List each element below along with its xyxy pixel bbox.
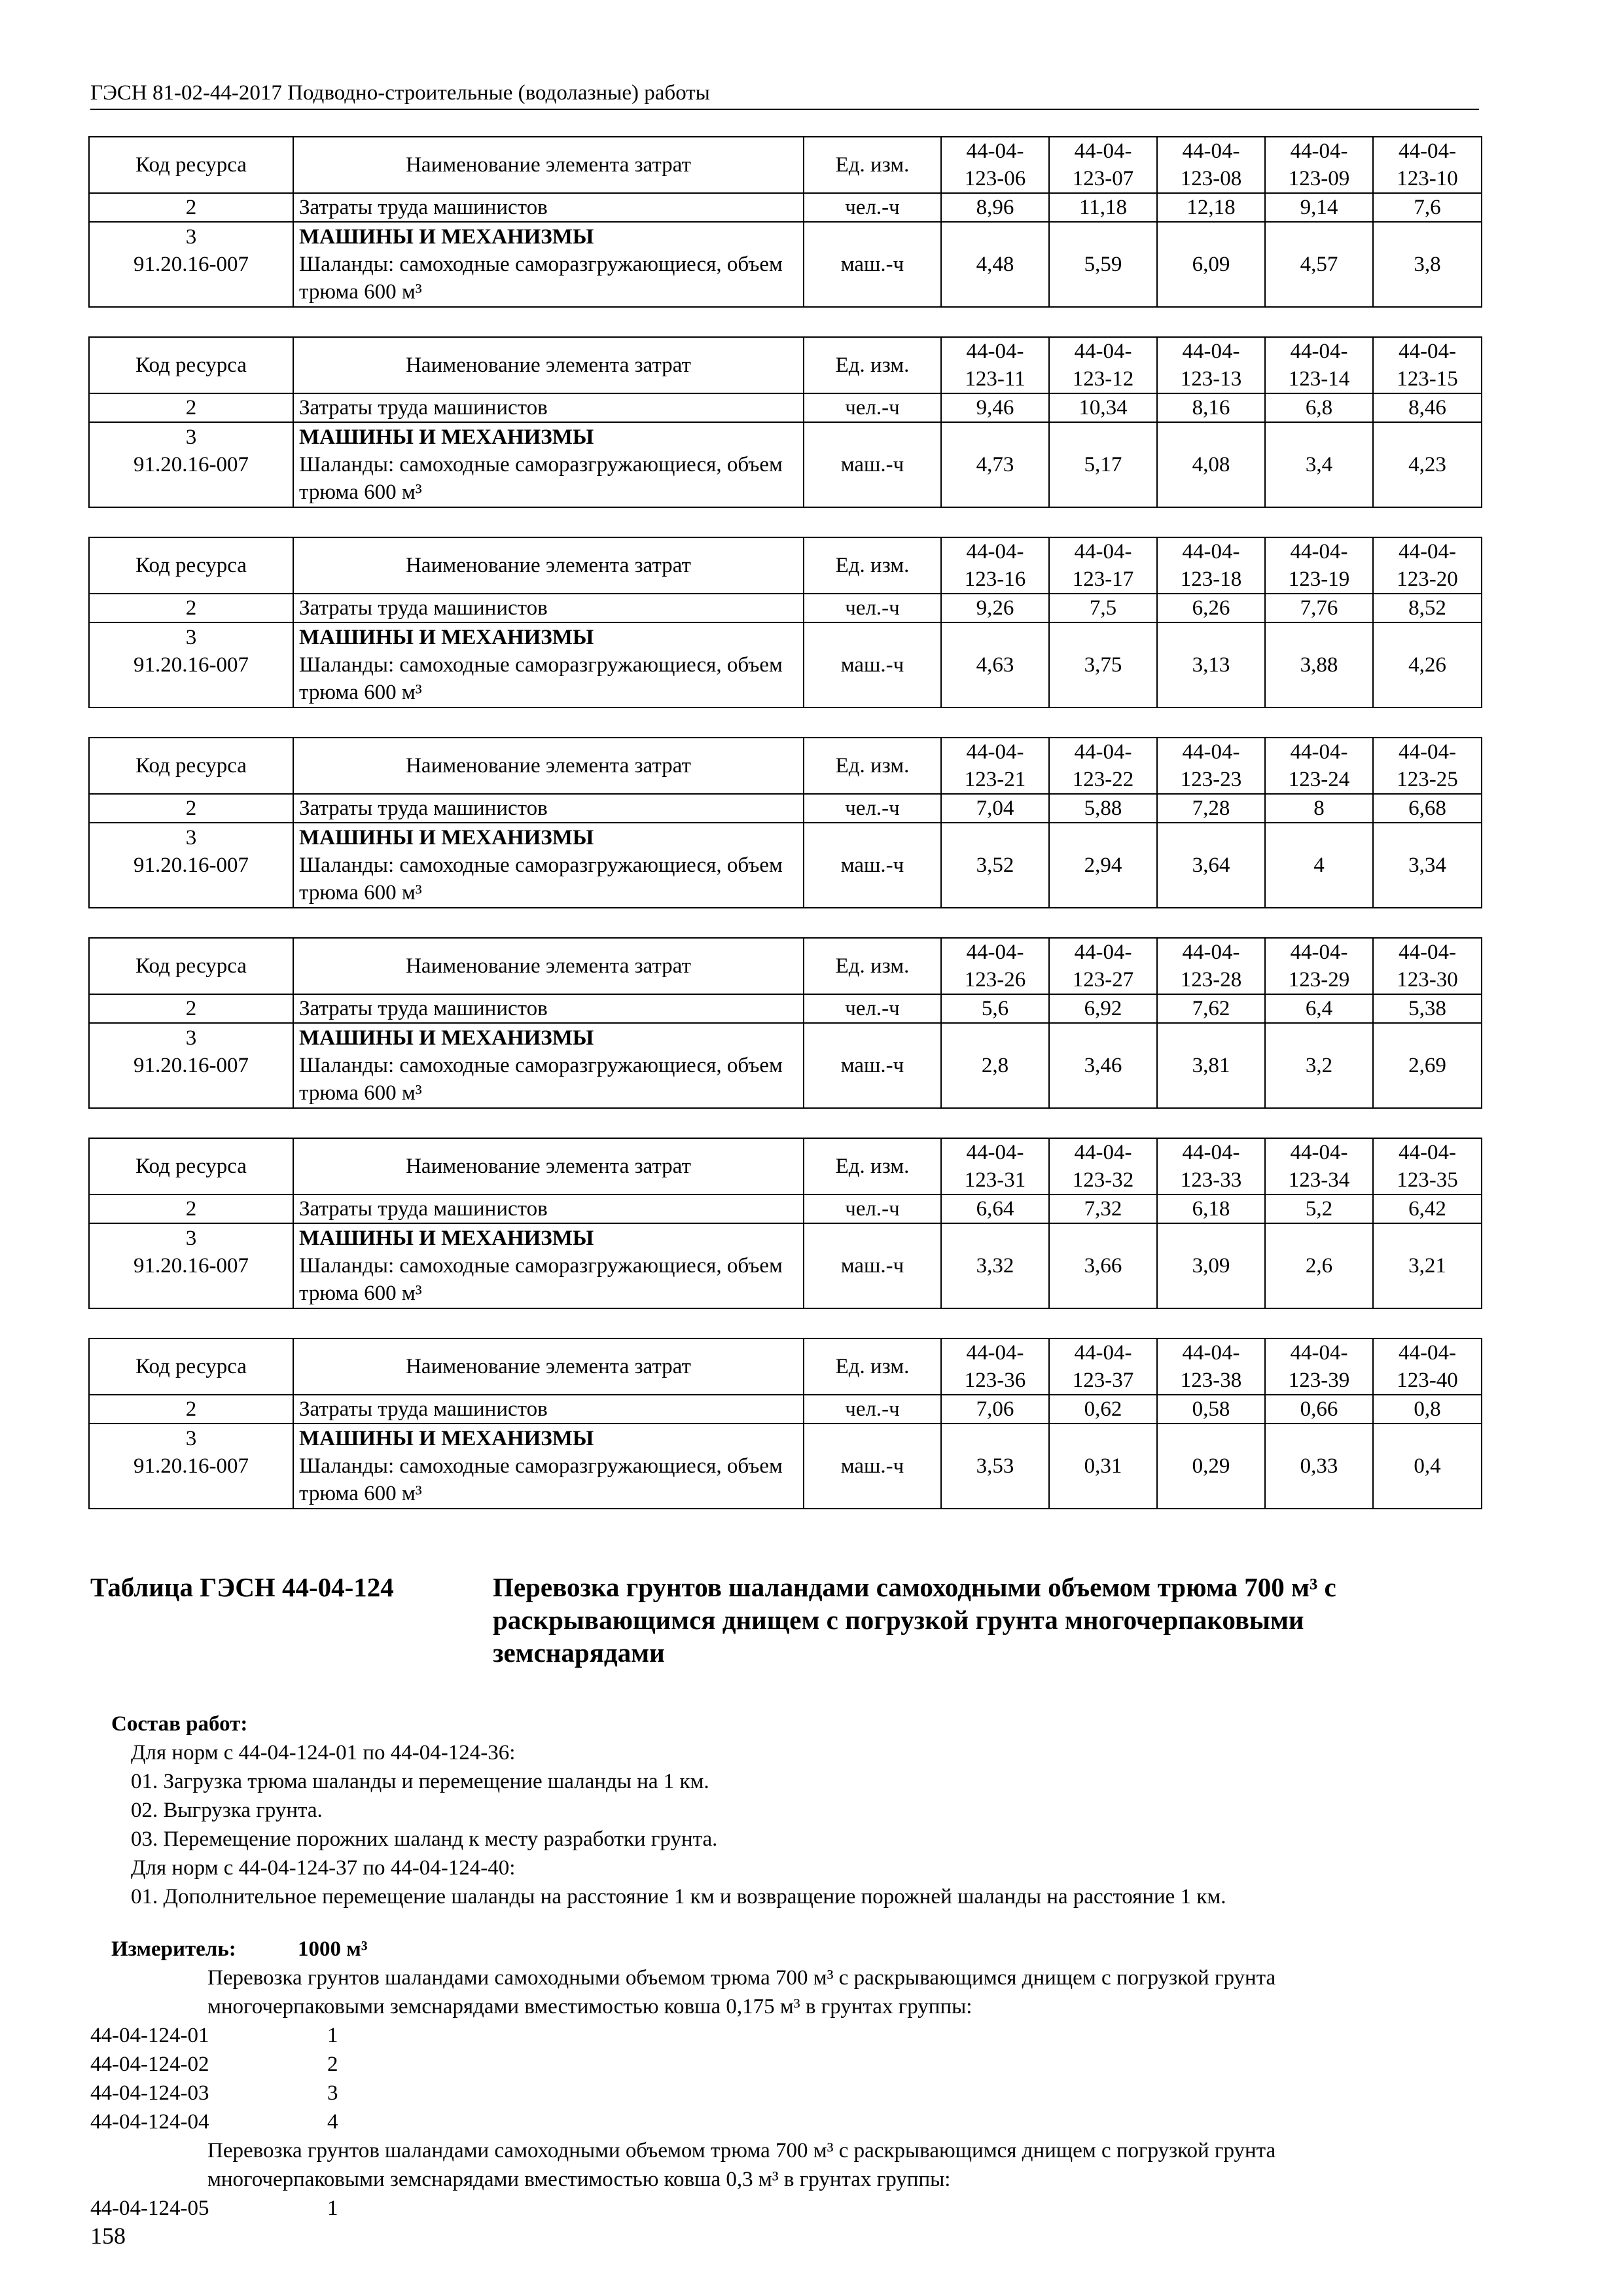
machine-name: Шаланды: самоходные саморазгружающиеся, объем трюма 600 м³ (299, 253, 783, 304)
header-unit: Ед. изм. (804, 1138, 941, 1194)
value-cell: 8,52 (1373, 594, 1482, 622)
header-norm-code: 44-04-123-17 (1049, 537, 1157, 594)
value-cell: 7,76 (1265, 594, 1373, 622)
resource-name (293, 823, 804, 908)
header-unit: Ед. изм. (804, 137, 941, 193)
resource-code: 2 (89, 393, 293, 422)
resource-code: 2 (89, 1194, 293, 1223)
resource-unit: чел.-ч (804, 794, 941, 823)
value-cell: 2,94 (1049, 823, 1157, 908)
value-cell: 0,66 (1265, 1395, 1373, 1424)
works-line: Для норм с 44-04-124-01 по 44-04-124-36: (131, 1741, 516, 1765)
resource-name: Затраты труда машинистов (293, 193, 804, 222)
resource-unit: маш.-ч (804, 1223, 941, 1308)
resource-name (293, 422, 804, 507)
norm-group: 4 (327, 2110, 338, 2134)
resource-name (293, 1424, 804, 1509)
norm-group: 3 (327, 2081, 338, 2105)
value-cell: 3,4 (1265, 422, 1373, 507)
value-cell: 6,8 (1265, 393, 1373, 422)
header-code: Код ресурса (89, 337, 293, 393)
value-cell: 3,64 (1157, 823, 1265, 908)
header-norm-code: 44-04-123-13 (1157, 337, 1265, 393)
resource-code: 2 (89, 193, 293, 222)
norm-code: 44-04-124-01 (90, 2024, 209, 2047)
norm-description: Перевозка грунтов шаландами самоходными объемом трюма 700 м³ с раскрывающимся днищем с погрузкой грунта многочерпаковыми земснарядами вместимостью ковша 0,175 м³ в грунтах группы: (207, 1966, 1276, 2018)
table-row (89, 622, 1482, 708)
norm-code: 44-04-124-05 (90, 2197, 209, 2220)
value-cell: 8,96 (941, 193, 1049, 222)
header-norm-code: 44-04-123-28 (1157, 938, 1265, 994)
table-header-row (89, 337, 1482, 393)
value-cell: 3,32 (941, 1223, 1049, 1308)
resource-code (89, 622, 293, 708)
table-row (89, 222, 1482, 307)
value-cell: 7,28 (1157, 794, 1265, 823)
header-norm-code: 44-04-123-19 (1265, 537, 1373, 594)
resource-table (88, 1138, 1482, 1309)
header-norm-code: 44-04-123-23 (1157, 738, 1265, 794)
value-cell: 6,42 (1373, 1194, 1482, 1223)
table-title-name: Перевозка грунтов шаландами самоходными объемом трюма 700 м³ с раскрывающимся днищем с погрузкой грунта многочерпаковыми земснарядами (493, 1572, 1336, 1668)
value-cell: 7,5 (1049, 594, 1157, 622)
value-cell: 0,8 (1373, 1395, 1482, 1424)
meter-label: Измеритель: (111, 1937, 236, 1961)
value-cell: 7,06 (941, 1395, 1049, 1424)
group-code: 3 (185, 826, 197, 850)
table-row (89, 1395, 1482, 1424)
page-number: 158 (90, 2223, 126, 2249)
value-cell: 8,16 (1157, 393, 1265, 422)
resource-unit: чел.-ч (804, 193, 941, 222)
machines-heading: МАШИНЫ И МЕХАНИЗМЫ (299, 425, 594, 449)
header-norm-code: 44-04-123-25 (1373, 738, 1482, 794)
works-line: 03. Перемещение порожних шаланд к месту разработки грунта. (131, 1827, 718, 1851)
header-norm-code: 44-04-123-18 (1157, 537, 1265, 594)
value-cell: 3,13 (1157, 622, 1265, 708)
machines-heading: МАШИНЫ И МЕХАНИЗМЫ (299, 1427, 594, 1450)
header-norm-code: 44-04-123-24 (1265, 738, 1373, 794)
table-header-row (89, 738, 1482, 794)
value-cell: 4,26 (1373, 622, 1482, 708)
resource-code (89, 1223, 293, 1308)
header-name: Наименование элемента затрат (293, 738, 804, 794)
table-row (89, 594, 1482, 622)
table-title-code: Таблица ГЭСН 44-04-124 (90, 1572, 394, 1602)
value-cell: 7,6 (1373, 193, 1482, 222)
value-cell: 2,69 (1373, 1023, 1482, 1108)
value-cell: 5,2 (1265, 1194, 1373, 1223)
machine-name: Шаланды: самоходные саморазгружающиеся, объем трюма 600 м³ (299, 1254, 783, 1305)
header-norm-code: 44-04-123-35 (1373, 1138, 1482, 1194)
resource-unit: маш.-ч (804, 1424, 941, 1509)
resource-code: 2 (89, 794, 293, 823)
value-cell: 2,6 (1265, 1223, 1373, 1308)
header-code: Код ресурса (89, 137, 293, 193)
table-row (89, 1223, 1482, 1308)
resource-table (88, 1338, 1482, 1509)
machine-code: 91.20.16-007 (134, 653, 249, 677)
header-code: Код ресурса (89, 1338, 293, 1395)
resource-unit: чел.-ч (804, 393, 941, 422)
table-row (89, 422, 1482, 507)
header-norm-code: 44-04-123-34 (1265, 1138, 1373, 1194)
value-cell: 5,59 (1049, 222, 1157, 307)
machine-name: Шаланды: самоходные саморазгружающиеся, объем трюма 600 м³ (299, 853, 783, 905)
resource-name: Затраты труда машинистов (293, 794, 804, 823)
norm-code: 44-04-124-03 (90, 2081, 209, 2105)
header-code: Код ресурса (89, 938, 293, 994)
value-cell: 0,58 (1157, 1395, 1265, 1424)
table-row (89, 393, 1482, 422)
meter-unit: 1000 м³ (298, 1937, 368, 1961)
works-composition (90, 1710, 1479, 1911)
value-cell: 3,81 (1157, 1023, 1265, 1108)
header-norm-code: 44-04-123-22 (1049, 738, 1157, 794)
header-name: Наименование элемента затрат (293, 137, 804, 193)
resource-code (89, 823, 293, 908)
value-cell: 8 (1265, 794, 1373, 823)
group-code: 3 (185, 225, 197, 249)
value-cell: 7,04 (941, 794, 1049, 823)
resource-unit: чел.-ч (804, 1395, 941, 1424)
table-header-row (89, 537, 1482, 594)
header-norm-code: 44-04-123-29 (1265, 938, 1373, 994)
table-row (89, 994, 1482, 1023)
value-cell: 12,18 (1157, 193, 1265, 222)
value-cell: 0,62 (1049, 1395, 1157, 1424)
table-header-row (89, 1138, 1482, 1194)
header-norm-code: 44-04-123-21 (941, 738, 1049, 794)
norm-group: 1 (327, 2197, 338, 2220)
resource-table (88, 136, 1482, 308)
resource-unit: маш.-ч (804, 422, 941, 507)
resource-code (89, 422, 293, 507)
header-norm-code: 44-04-123-33 (1157, 1138, 1265, 1194)
header-norm-code: 44-04-123-06 (941, 137, 1049, 193)
table-header-row (89, 938, 1482, 994)
works-line: Для норм с 44-04-124-37 по 44-04-124-40: (131, 1856, 516, 1880)
value-cell: 0,29 (1157, 1424, 1265, 1509)
machines-heading: МАШИНЫ И МЕХАНИЗМЫ (299, 1026, 594, 1050)
value-cell: 0,33 (1265, 1424, 1373, 1509)
value-cell: 4,73 (941, 422, 1049, 507)
header-norm-code: 44-04-123-16 (941, 537, 1049, 594)
table-row (89, 794, 1482, 823)
machine-name: Шаланды: самоходные саморазгружающиеся, объем трюма 600 м³ (299, 653, 783, 704)
value-cell: 4 (1265, 823, 1373, 908)
value-cell: 9,14 (1265, 193, 1373, 222)
header-unit: Ед. изм. (804, 1338, 941, 1395)
resource-name (293, 622, 804, 708)
machine-code: 91.20.16-007 (134, 1254, 249, 1278)
resource-unit: маш.-ч (804, 622, 941, 708)
header-norm-code: 44-04-123-27 (1049, 938, 1157, 994)
value-cell: 0,4 (1373, 1424, 1482, 1509)
header-norm-code: 44-04-123-40 (1373, 1338, 1482, 1395)
value-cell: 6,4 (1265, 994, 1373, 1023)
works-line: 02. Выгрузка грунта. (131, 1799, 323, 1822)
value-cell: 5,38 (1373, 994, 1482, 1023)
header-code: Код ресурса (89, 537, 293, 594)
value-cell: 3,8 (1373, 222, 1482, 307)
resource-tables (88, 136, 1481, 1538)
value-cell: 3,34 (1373, 823, 1482, 908)
machine-code: 91.20.16-007 (134, 253, 249, 276)
value-cell: 0,31 (1049, 1424, 1157, 1509)
value-cell: 10,34 (1049, 393, 1157, 422)
table-row (89, 1023, 1482, 1108)
resource-code: 2 (89, 994, 293, 1023)
header-unit: Ед. изм. (804, 537, 941, 594)
header-norm-code: 44-04-123-11 (941, 337, 1049, 393)
resource-table (88, 737, 1482, 908)
table-header-row (89, 137, 1482, 193)
machines-heading: МАШИНЫ И МЕХАНИЗМЫ (299, 626, 594, 649)
header-norm-code: 44-04-123-10 (1373, 137, 1482, 193)
table-header-row (89, 1338, 1482, 1395)
value-cell: 6,92 (1049, 994, 1157, 1023)
value-cell: 6,26 (1157, 594, 1265, 622)
resource-name (293, 222, 804, 307)
group-code: 3 (185, 1026, 197, 1050)
value-cell: 6,64 (941, 1194, 1049, 1223)
norm-group: 1 (327, 2024, 338, 2047)
resource-unit: маш.-ч (804, 823, 941, 908)
resource-code (89, 1424, 293, 1509)
header-norm-code: 44-04-123-15 (1373, 337, 1482, 393)
header-norm-code: 44-04-123-14 (1265, 337, 1373, 393)
resource-code (89, 1023, 293, 1108)
resource-unit: чел.-ч (804, 994, 941, 1023)
value-cell: 8,46 (1373, 393, 1482, 422)
header-norm-code: 44-04-123-36 (941, 1338, 1049, 1395)
resource-table (88, 537, 1482, 708)
resource-name: Затраты труда машинистов (293, 994, 804, 1023)
value-cell: 7,62 (1157, 994, 1265, 1023)
machine-name: Шаланды: самоходные саморазгружающиеся, объем трюма 600 м³ (299, 453, 783, 504)
machines-heading: МАШИНЫ И МЕХАНИЗМЫ (299, 826, 594, 850)
resource-unit: маш.-ч (804, 1023, 941, 1108)
page-header: ГЭСН 81-02-44-2017 Подводно-строительные (водолазные) работы (90, 77, 1479, 110)
machine-name: Шаланды: самоходные саморазгружающиеся, объем трюма 600 м³ (299, 1054, 783, 1105)
works-heading: Состав работ: (111, 1712, 248, 1736)
value-cell: 3,21 (1373, 1223, 1482, 1308)
header-norm-code: 44-04-123-30 (1373, 938, 1482, 994)
machine-code: 91.20.16-007 (134, 853, 249, 877)
resource-table (88, 937, 1482, 1109)
header-norm-code: 44-04-123-37 (1049, 1338, 1157, 1395)
value-cell: 9,26 (941, 594, 1049, 622)
group-code: 3 (185, 1227, 197, 1250)
header-norm-code: 44-04-123-07 (1049, 137, 1157, 193)
resource-name: Затраты труда машинистов (293, 393, 804, 422)
table-row (89, 1424, 1482, 1509)
header-unit: Ед. изм. (804, 337, 941, 393)
value-cell: 9,46 (941, 393, 1049, 422)
header-name: Наименование элемента затрат (293, 1138, 804, 1194)
resource-name: Затраты труда машинистов (293, 1395, 804, 1424)
value-cell: 4,57 (1265, 222, 1373, 307)
value-cell: 3,53 (941, 1424, 1049, 1509)
group-code: 3 (185, 425, 197, 449)
group-code: 3 (185, 1427, 197, 1450)
value-cell: 7,32 (1049, 1194, 1157, 1223)
machine-code: 91.20.16-007 (134, 1054, 249, 1077)
header-unit: Ед. изм. (804, 938, 941, 994)
value-cell: 4,08 (1157, 422, 1265, 507)
resource-code: 2 (89, 594, 293, 622)
norm-group: 2 (327, 2053, 338, 2076)
header-norm-code: 44-04-123-09 (1265, 137, 1373, 193)
value-cell: 4,48 (941, 222, 1049, 307)
value-cell: 3,88 (1265, 622, 1373, 708)
header-code: Код ресурса (89, 738, 293, 794)
header-norm-code: 44-04-123-32 (1049, 1138, 1157, 1194)
norm-description: Перевозка грунтов шаландами самоходными объемом трюма 700 м³ с раскрывающимся днищем с погрузкой грунта многочерпаковыми земснарядами вместимостью ковша 0,3 м³ в грунтах группы: (207, 2139, 1276, 2191)
machine-code: 91.20.16-007 (134, 1454, 249, 1478)
header-name: Наименование элемента затрат (293, 1338, 804, 1395)
header-norm-code: 44-04-123-31 (941, 1138, 1049, 1194)
norm-code: 44-04-124-04 (90, 2110, 209, 2134)
resource-unit: чел.-ч (804, 1194, 941, 1223)
value-cell: 5,88 (1049, 794, 1157, 823)
value-cell: 6,18 (1157, 1194, 1265, 1223)
works-line: 01. Дополнительное перемещение шаланды на расстояние 1 км и возвращение порожней шаланды на расстояние 1 км. (131, 1885, 1226, 1909)
header-norm-code: 44-04-123-39 (1265, 1338, 1373, 1395)
table-row (89, 823, 1482, 908)
resource-unit: маш.-ч (804, 222, 941, 307)
header-norm-code: 44-04-123-08 (1157, 137, 1265, 193)
value-cell: 3,66 (1049, 1223, 1157, 1308)
value-cell: 5,17 (1049, 422, 1157, 507)
header-unit: Ед. изм. (804, 738, 941, 794)
value-cell: 3,2 (1265, 1023, 1373, 1108)
value-cell: 3,46 (1049, 1023, 1157, 1108)
header-norm-code: 44-04-123-12 (1049, 337, 1157, 393)
resource-code: 2 (89, 1395, 293, 1424)
value-cell: 3,75 (1049, 622, 1157, 708)
machines-heading: МАШИНЫ И МЕХАНИЗМЫ (299, 1227, 594, 1250)
machine-code: 91.20.16-007 (134, 453, 249, 476)
machine-name: Шаланды: самоходные саморазгружающиеся, объем трюма 600 м³ (299, 1454, 783, 1505)
resource-table (88, 336, 1482, 508)
resource-code (89, 222, 293, 307)
header-name: Наименование элемента затрат (293, 337, 804, 393)
value-cell: 5,6 (941, 994, 1049, 1023)
header-norm-code: 44-04-123-26 (941, 938, 1049, 994)
header-norm-code: 44-04-123-38 (1157, 1338, 1265, 1395)
machines-heading: МАШИНЫ И МЕХАНИЗМЫ (299, 225, 594, 249)
value-cell: 6,68 (1373, 794, 1482, 823)
group-code: 3 (185, 626, 197, 649)
table-row (89, 1194, 1482, 1223)
value-cell: 4,23 (1373, 422, 1482, 507)
header-code: Код ресурса (89, 1138, 293, 1194)
resource-name: Затраты труда машинистов (293, 1194, 804, 1223)
header-norm-code: 44-04-123-20 (1373, 537, 1482, 594)
table-row (89, 193, 1482, 222)
value-cell: 11,18 (1049, 193, 1157, 222)
header-name: Наименование элемента затрат (293, 537, 804, 594)
resource-name (293, 1023, 804, 1108)
works-line: 01. Загрузка трюма шаланды и перемещение шаланды на 1 км. (131, 1770, 709, 1793)
resource-name (293, 1223, 804, 1308)
resource-name: Затраты труда машинистов (293, 594, 804, 622)
value-cell: 2,8 (941, 1023, 1049, 1108)
header-name: Наименование элемента затрат (293, 938, 804, 994)
value-cell: 4,63 (941, 622, 1049, 708)
value-cell: 6,09 (1157, 222, 1265, 307)
value-cell: 3,09 (1157, 1223, 1265, 1308)
resource-unit: чел.-ч (804, 594, 941, 622)
norm-code: 44-04-124-02 (90, 2053, 209, 2076)
value-cell: 3,52 (941, 823, 1049, 908)
